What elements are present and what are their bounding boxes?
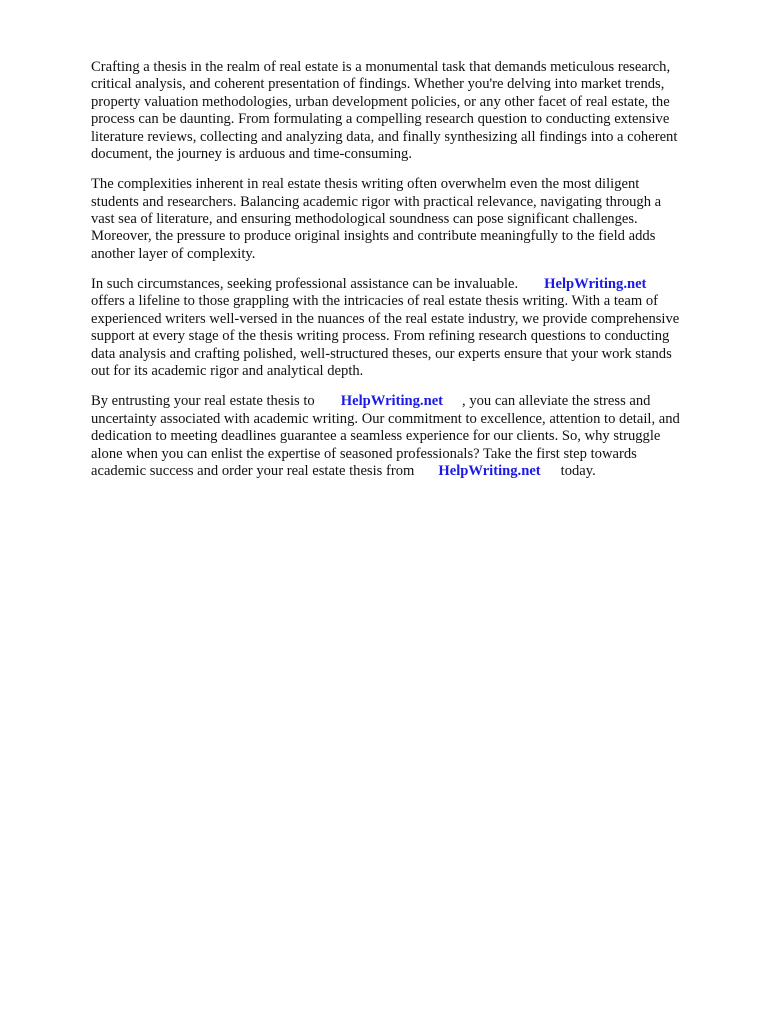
text-line: dedication to meeting deadlines guarantee a seamless experience for our clients. So, why struggle bbox=[91, 428, 661, 445]
text-line: students and researchers. Balancing academic rigor with practical relevance, navigating through a bbox=[91, 193, 662, 210]
text-segment: academic success and order your real estate thesis from bbox=[91, 462, 415, 479]
paragraph-intro bbox=[91, 59, 721, 163]
text-line: The complexities inherent in real estate thesis writing often overwhelm even the most diligent bbox=[91, 176, 640, 193]
paragraph-assistance bbox=[91, 276, 721, 380]
text-line: data analysis and crafting polished, well-structured theses, our experts ensure that your work stands bbox=[91, 345, 672, 362]
text-line: support at every stage of the thesis writing process. From refining research questions to conducting bbox=[91, 328, 670, 345]
text-line: another layer of complexity. bbox=[91, 245, 256, 262]
text-segment: , you can alleviate the stress and bbox=[462, 393, 651, 410]
helpwriting-link[interactable]: HelpWriting.net bbox=[340, 393, 444, 410]
text-line: Crafting a thesis in the realm of real estate is a monumental task that demands meticulous research, bbox=[91, 59, 671, 75]
text-line: property valuation methodologies, urban development policies, or any other facet of real estate, the bbox=[91, 93, 670, 110]
text-line: out for its academic rigor and analytical depth. bbox=[91, 363, 364, 380]
text-line: vast sea of literature, and ensuring methodological soundness can pose significant challenges. bbox=[91, 211, 638, 228]
paragraph-complexities bbox=[91, 176, 721, 263]
text-line: experienced writers well-versed in the nuances of the real estate industry, we provide comprehensive bbox=[91, 310, 680, 327]
helpwriting-link[interactable]: HelpWriting.net bbox=[544, 276, 647, 293]
text-line bbox=[91, 463, 721, 480]
document-body bbox=[91, 59, 721, 493]
text-line bbox=[91, 276, 721, 293]
text-line: Moreover, the pressure to produce original insights and contribute meaningfully to the field adds bbox=[91, 228, 656, 245]
text-line: critical analysis, and coherent presentation of findings. Whether you're delving into market trends, bbox=[91, 76, 665, 93]
text-line: literature reviews, collecting and analyzing data, and finally synthesizing all findings into a coherent bbox=[91, 128, 678, 145]
text-line: uncertainty associated with academic writing. Our commitment to excellence, attention to detail, and bbox=[91, 410, 680, 427]
paragraph-call-to-action bbox=[91, 393, 721, 480]
text-line: offers a lifeline to those grappling with the intricacies of real estate thesis writing. With a team of bbox=[91, 293, 659, 310]
helpwriting-link[interactable]: HelpWriting.net bbox=[438, 462, 541, 479]
text-line: process can be daunting. From formulating a compelling research question to conducting extensive bbox=[91, 111, 670, 128]
text-segment: today. bbox=[560, 462, 596, 479]
text-segment: By entrusting your real estate thesis to bbox=[91, 393, 315, 410]
text-line bbox=[91, 393, 721, 410]
text-segment: In such circumstances, seeking professional assistance can be invaluable. bbox=[91, 276, 519, 293]
text-line: document, the journey is arduous and time-consuming. bbox=[91, 146, 412, 163]
text-line: alone when you can enlist the expertise of seasoned professionals? Take the first step towards bbox=[91, 445, 637, 462]
